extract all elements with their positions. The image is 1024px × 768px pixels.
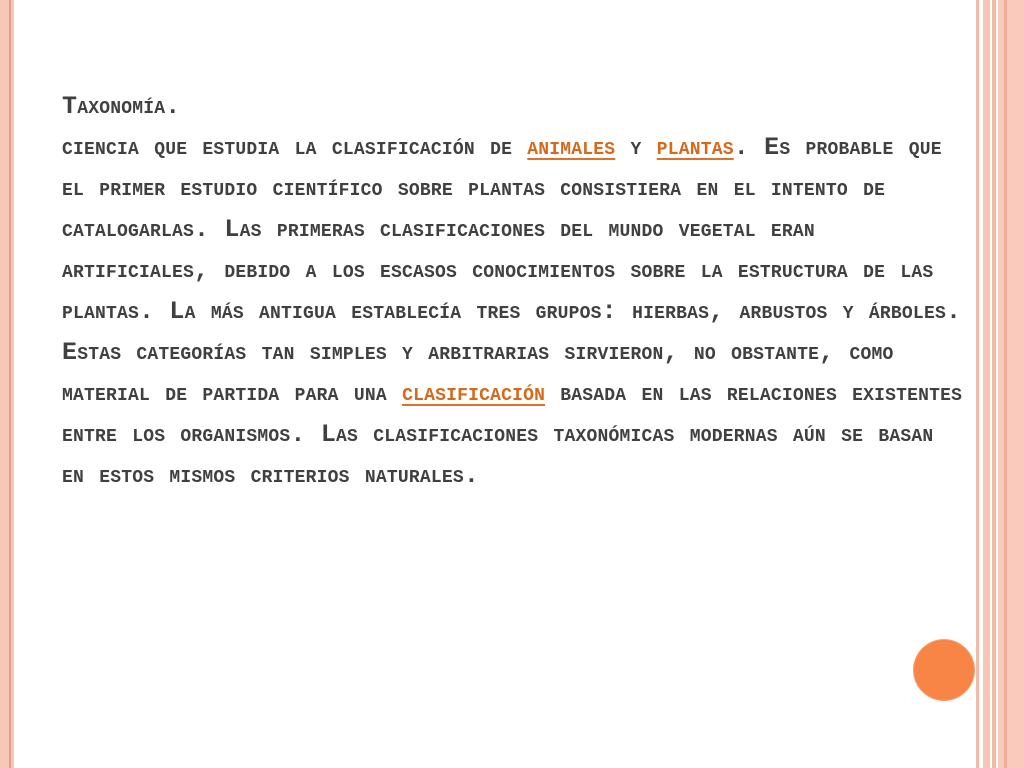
left-border-line <box>9 0 11 768</box>
slide-content <box>62 86 967 496</box>
link-plantas[interactable]: plantas <box>656 133 734 162</box>
right-stripe-decoration <box>983 0 990 768</box>
link-clasificacion[interactable]: clasificación <box>402 379 546 408</box>
right-stripe-decoration <box>1004 0 1007 768</box>
right-stripe-decoration <box>976 0 979 768</box>
right-stripe-decoration <box>992 0 996 768</box>
left-border-decoration <box>0 0 14 768</box>
slide-title: Taxonomía. <box>62 92 181 121</box>
slide-body <box>62 127 967 496</box>
link-animales[interactable]: animales <box>527 133 616 162</box>
body-text: y <box>615 133 657 162</box>
body-text: . Es probable que el primer estudio científico sobre plantas consistiera en el intento de catalogarlas. Las primeras clasificaciones del mundo vegetal eran artificiales, debido a los escasos conocimientos sobre la estructura de las plantas. La más antigua establecía tres grupos: hierbas, arbustos y árboles. Estas categorías tan simples y arbitrarias sirvieron, no obstante, como material de partida para una <box>62 133 962 408</box>
orange-circle-decoration <box>914 640 974 700</box>
body-text: ciencia que estudia la clasificación de <box>62 133 528 162</box>
right-stripe-decoration <box>998 0 1024 768</box>
body-text: basada en las relaciones existentes entre los organismos. Las clasificaciones taxonómicas modernas aún se basan en estos mismos criterios naturales. <box>62 379 963 490</box>
